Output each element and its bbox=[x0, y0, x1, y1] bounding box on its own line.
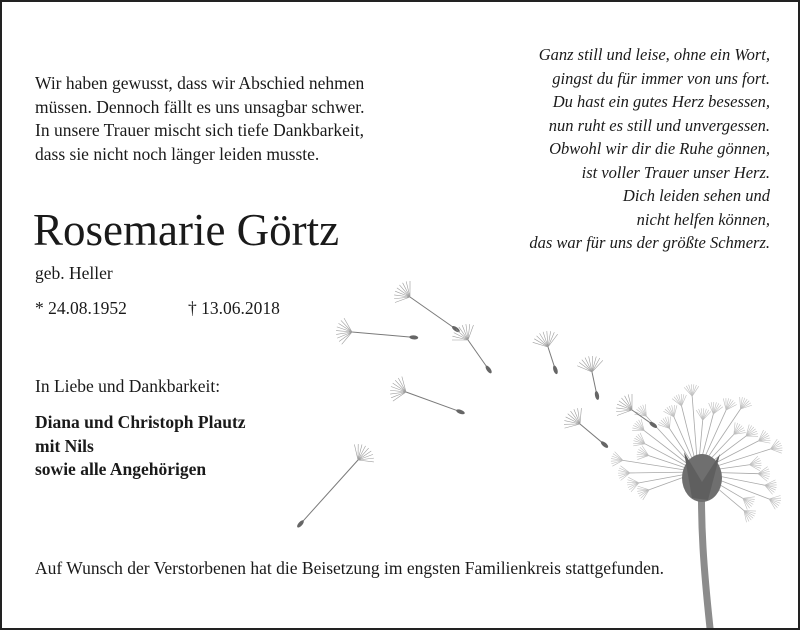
seed-stalk bbox=[468, 340, 489, 369]
seed-stalk bbox=[580, 424, 605, 445]
seed-stalk bbox=[548, 347, 555, 370]
intro-line: dass sie nicht noch länger leiden musste. bbox=[35, 143, 320, 164]
mourners-list bbox=[35, 411, 246, 482]
seed-body bbox=[648, 421, 658, 429]
poem-line: Du hast ein gutes Herz besessen, bbox=[552, 92, 770, 111]
seed-stalk bbox=[406, 392, 461, 412]
birth-date: * 24.08.1952 bbox=[35, 298, 127, 318]
intro-text bbox=[35, 72, 455, 166]
thanks-heading: In Liebe und Dankbarkeit: bbox=[35, 376, 221, 396]
poem-line: ist voller Trauer unser Herz. bbox=[581, 162, 770, 182]
poem-line: Dich leiden sehen und bbox=[622, 186, 770, 205]
poem bbox=[410, 43, 770, 255]
mourner-line: sowie alle Angehörigen bbox=[35, 459, 207, 479]
dandelion-core bbox=[682, 454, 722, 502]
seed-body bbox=[456, 408, 466, 415]
poem-line: das war für uns der größte Schmerz. bbox=[529, 233, 770, 252]
seed-body bbox=[409, 335, 418, 340]
seed-stalk bbox=[410, 297, 456, 329]
seed-body bbox=[552, 365, 559, 375]
poem-line: Obwohl wir dir die Ruhe gönnen, bbox=[549, 139, 770, 158]
seed-body bbox=[296, 519, 305, 528]
seed-stalk bbox=[632, 410, 653, 425]
poem-line: gingst du für immer von uns fort. bbox=[552, 68, 770, 88]
dandelion-stem bbox=[701, 470, 710, 628]
seed-body bbox=[451, 325, 461, 333]
mourner-line: Diana und Christoph Plautz bbox=[35, 412, 246, 432]
intro-line: müssen. Dennoch fällt es uns unsagbar schwer. bbox=[35, 96, 365, 117]
poem-line: nicht helfen können, bbox=[636, 209, 770, 229]
maiden-name: geb. Heller bbox=[35, 263, 113, 283]
poem-line: nun ruht es still und unvergessen. bbox=[548, 115, 770, 135]
seed-body bbox=[600, 440, 609, 449]
poem-line: Ganz still und leise, ohne ein Wort, bbox=[538, 45, 770, 64]
seed-stalk bbox=[592, 372, 597, 395]
closing-note: Auf Wunsch der Verstorbenen hat die Beisetzung im engsten Familienkreis stattgefunden. bbox=[35, 558, 664, 578]
seed-body bbox=[594, 391, 600, 401]
death-date: † 13.06.2018 bbox=[188, 298, 280, 318]
seed-body bbox=[484, 365, 492, 375]
mourner-line: mit Nils bbox=[35, 435, 94, 456]
intro-line: Wir haben gewusst, dass wir Abschied nehmen bbox=[35, 73, 365, 93]
seed-stalk bbox=[300, 460, 358, 524]
deceased-name: Rosemarie Görtz bbox=[33, 205, 340, 255]
intro-line: In unsere Trauer mischt sich tiefe Dankbarkeit, bbox=[35, 120, 365, 140]
seed-stalk bbox=[352, 332, 414, 337]
